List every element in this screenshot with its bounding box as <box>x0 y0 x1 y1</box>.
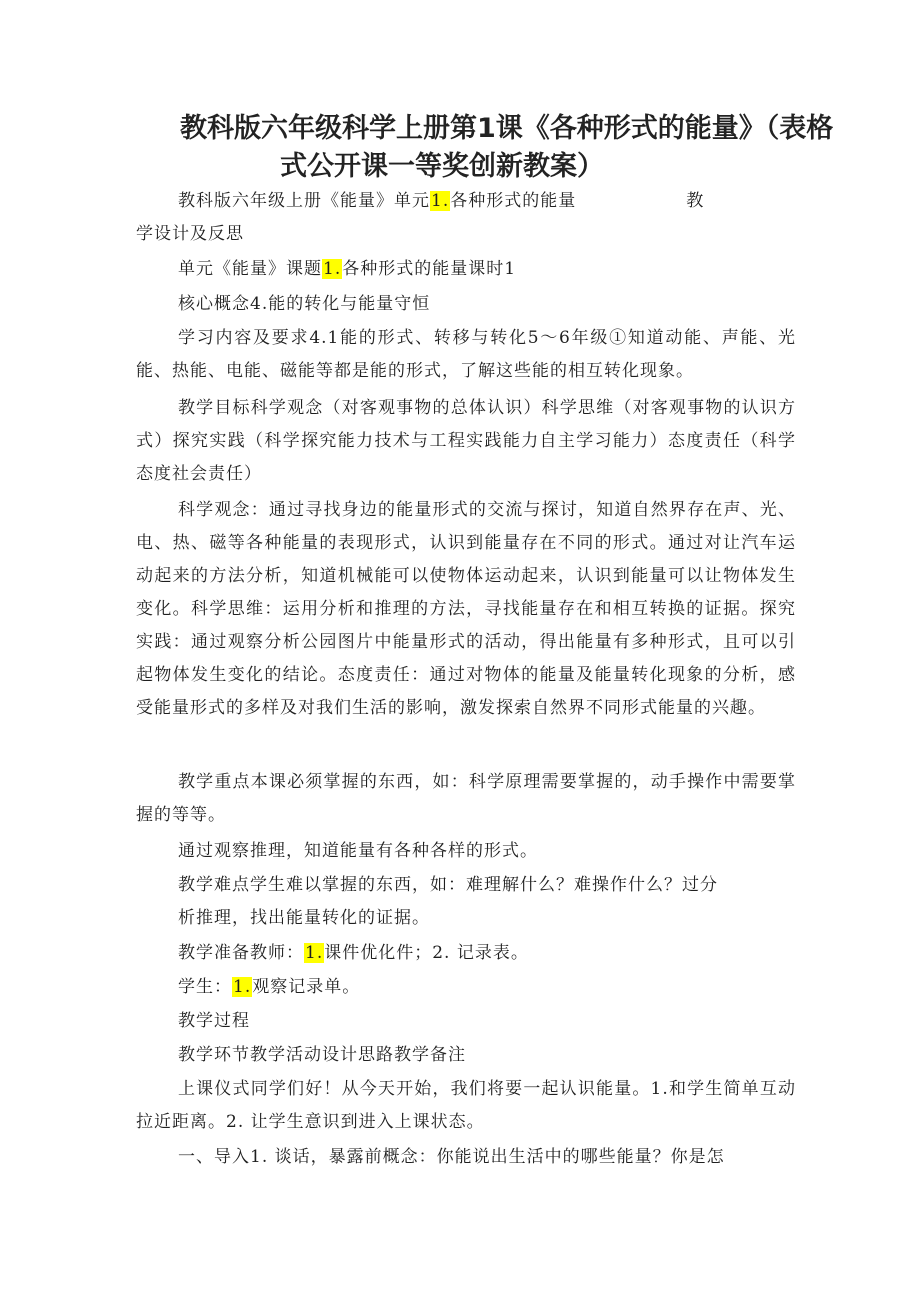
intro-prefix: 教科版六年级上册《能量》单元 <box>178 191 430 211</box>
highlight-number: 1. <box>323 259 342 279</box>
introduction-section: 一、导入1. 谈话，暴露前概念：你能说出生活中的哪些能量？你是怎 <box>178 1147 725 1167</box>
focus-content: 通过观察推理，知道能量有各种各样的形式。 <box>178 841 538 861</box>
difficulty-line-1: 教学难点学生难以掌握的东西，如：难理解什么？难操作什么？过分 <box>178 875 718 895</box>
intro-tail: 教 <box>686 191 705 211</box>
teacher-prep-items: 课件优化件；2. 记录表。 <box>324 943 529 963</box>
title-line-1: 教科版六年级科学上册第1课《各种形式的能量》（表格 <box>180 113 834 144</box>
student-prep-label: 学生： <box>178 977 232 997</box>
document-title <box>150 110 834 186</box>
learning-content: 学习内容及要求4.1能的形式、转移与转化5～6年级①知道动能、声能、光能、热能、电能、磁能等都是能的形式，了解这些能的相互转化现象。 <box>136 328 796 381</box>
highlight-number: 1. <box>431 191 450 211</box>
unit-lesson: 各种形式的能量课时1 <box>342 259 517 279</box>
class-ritual: 上课仪式同学们好！从今天开始，我们将要一起认识能量。1.和学生简单互动拉近距离。2. 让学生意识到进入上课状态。 <box>136 1079 796 1132</box>
teacher-prep-label: 教学准备教师： <box>178 943 304 963</box>
teaching-focus: 教学重点本课必须掌握的东西，如：科学原理需要掌握的，动手操作中需要掌握的等等。 <box>136 772 796 825</box>
teaching-process-heading: 教学过程 <box>178 1011 250 1031</box>
unit-prefix: 单元《能量》课题 <box>178 259 322 279</box>
intro-lesson-title: 各种形式的能量 <box>450 191 577 211</box>
teacher-prep <box>136 937 796 970</box>
teaching-objectives: 教学目标科学观念（对客观事物的总体认识）科学思维（对客观事物的认识方式）探究实践（科学探究能力技术与工程实践能力自主学习能力）态度责任（科学态度社会责任） <box>136 398 796 484</box>
title-line-2: 式公开课一等奖创新教案） <box>280 151 604 182</box>
unit-row <box>136 253 796 286</box>
highlight-number: 1. <box>233 977 252 997</box>
science-concept-paragraph: 科学观念：通过寻找身边的能量形式的交流与探讨，知道自然界存在声、光、电、热、磁等各种能量的表现形式，认识到能量存在不同的形式。通过对让汽车运动起来的方法分析，知道机械能可以使物体运动起来，认识到能量可以让物体发生变化。科学思维：运用分析和推理的方法，寻找能量存在和相互转换的证据。探究实践：通过观察分析公园图片中能量形式的活动，得出能量有多种形式，且可以引起物体发生变化的结论。态度责任：通过对物体的能量及能量转化现象的分析，感受能量形式的多样及对我们生活的影响，激发探索自然界不同形式能量的兴趣。 <box>136 500 796 718</box>
student-prep-items: 观察记录单。 <box>252 977 361 997</box>
intro-paragraph <box>136 185 796 251</box>
difficulty-line-2: 析推理，找出能量转化的证据。 <box>178 908 430 928</box>
student-prep <box>136 971 796 1004</box>
core-concept: 核心概念4.能的转化与能量守恒 <box>178 294 431 314</box>
intro-tail-line: 学设计及反思 <box>136 224 244 244</box>
highlight-number: 1. <box>305 943 324 963</box>
teaching-difficulty <box>136 869 796 935</box>
table-header-row: 教学环节教学活动设计思路教学备注 <box>178 1045 466 1065</box>
